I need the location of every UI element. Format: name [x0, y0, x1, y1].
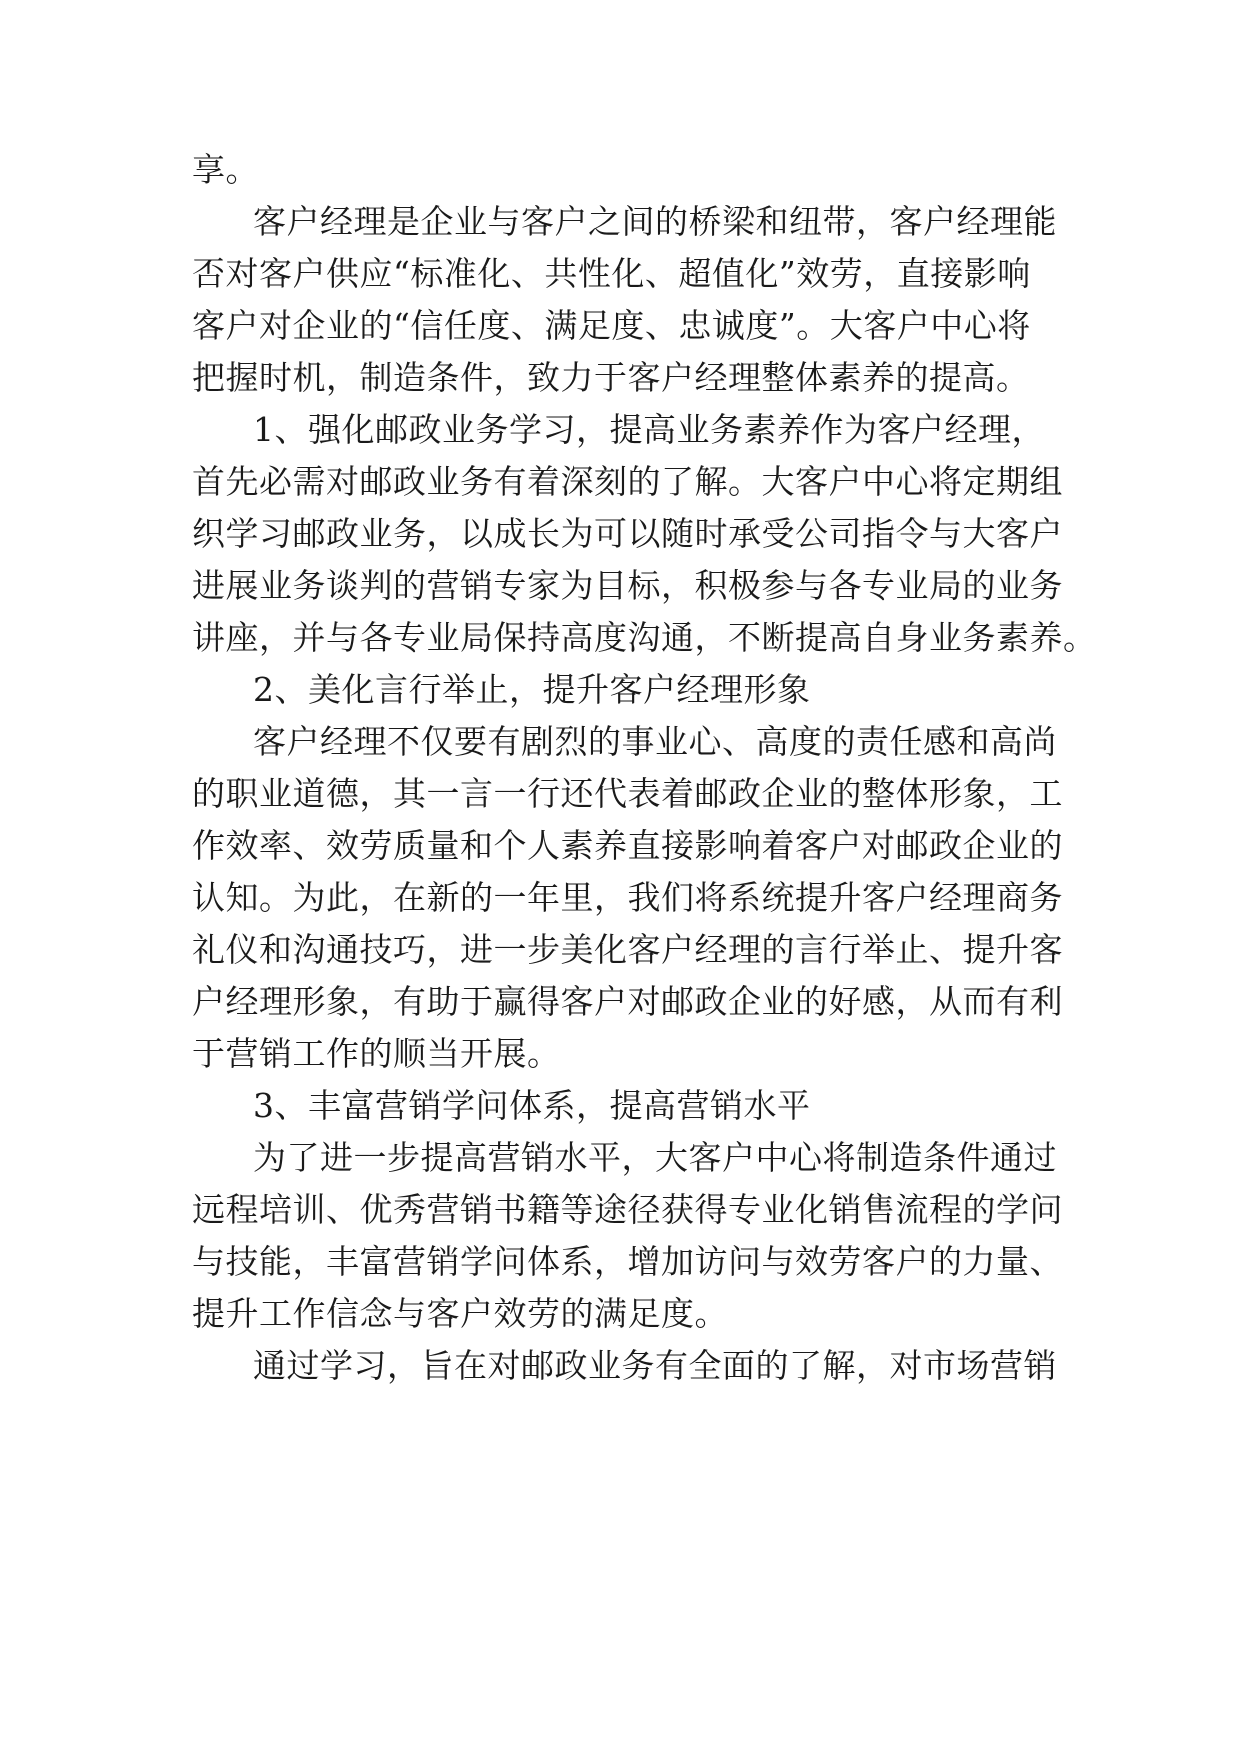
paragraph-3-line-2: 远程培训、优秀营销书籍等途径获得专业化销售流程的学问 — [192, 1190, 1063, 1229]
section-1-line-3: 织学习邮政业务，以成长为可以随时承受公司指令与大客户 — [192, 514, 1063, 553]
paragraph-1-line-2: 否对客户供应“标准化、共性化、超值化”效劳，直接影响 — [192, 254, 1031, 293]
paragraph-2-line-5: 礼仪和沟通技巧，进一步美化客户经理的言行举止、提升客 — [192, 930, 1063, 969]
section-1-heading-line: 1、强化邮政业务学习，提高业务素养作为客户经理， — [253, 410, 1045, 449]
paragraph-3-line-4: 提升工作信念与客户效劳的满足度。 — [192, 1294, 728, 1333]
paragraph-2-line-4: 认知。为此，在新的一年里，我们将系统提升客户经理商务 — [192, 878, 1063, 917]
section-1-line-2: 首先必需对邮政业务有着深刻的了解。大客户中心将定期组 — [192, 462, 1063, 501]
paragraph-2-line-6: 户经理形象，有助于赢得客户对邮政企业的好感，从而有利 — [192, 982, 1063, 1021]
text-line-1: 享。 — [192, 150, 259, 189]
section-1-line-5: 讲座，并与各专业局保持高度沟通，不断提高自身业务素养。 — [192, 618, 1097, 657]
section-1-line-4: 进展业务谈判的营销专家为目标，积极参与各专业局的业务 — [192, 566, 1063, 605]
paragraph-2-line-1: 客户经理不仅要有剧烈的事业心、高度的责任感和高尚 — [253, 722, 1057, 761]
paragraph-2-line-2: 的职业道德，其一言一行还代表着邮政企业的整体形象，工 — [192, 774, 1063, 813]
section-3-heading: 3、丰富营销学问体系，提高营销水平 — [253, 1086, 811, 1125]
paragraph-2-line-3: 作效率、效劳质量和个人素养直接影响着客户对邮政企业的 — [192, 826, 1063, 865]
section-2-heading: 2、美化言行举止，提升客户经理形象 — [253, 670, 811, 709]
paragraph-3-line-3: 与技能，丰富营销学问体系，增加访问与效劳客户的力量、 — [192, 1242, 1063, 1281]
paragraph-1-line-3: 客户对企业的“信任度、满足度、忠诚度”。大客户中心将 — [192, 306, 1031, 345]
paragraph-4-line-1: 通过学习，旨在对邮政业务有全面的了解，对市场营销 — [253, 1346, 1057, 1385]
paragraph-1-line-4: 把握时机，制造条件，致力于客户经理整体素养的提高。 — [192, 358, 1030, 397]
paragraph-1-line-1: 客户经理是企业与客户之间的桥梁和纽带，客户经理能 — [253, 202, 1057, 241]
paragraph-2-line-7: 于营销工作的顺当开展。 — [192, 1034, 561, 1073]
paragraph-3-line-1: 为了进一步提高营销水平，大客户中心将制造条件通过 — [253, 1138, 1057, 1177]
